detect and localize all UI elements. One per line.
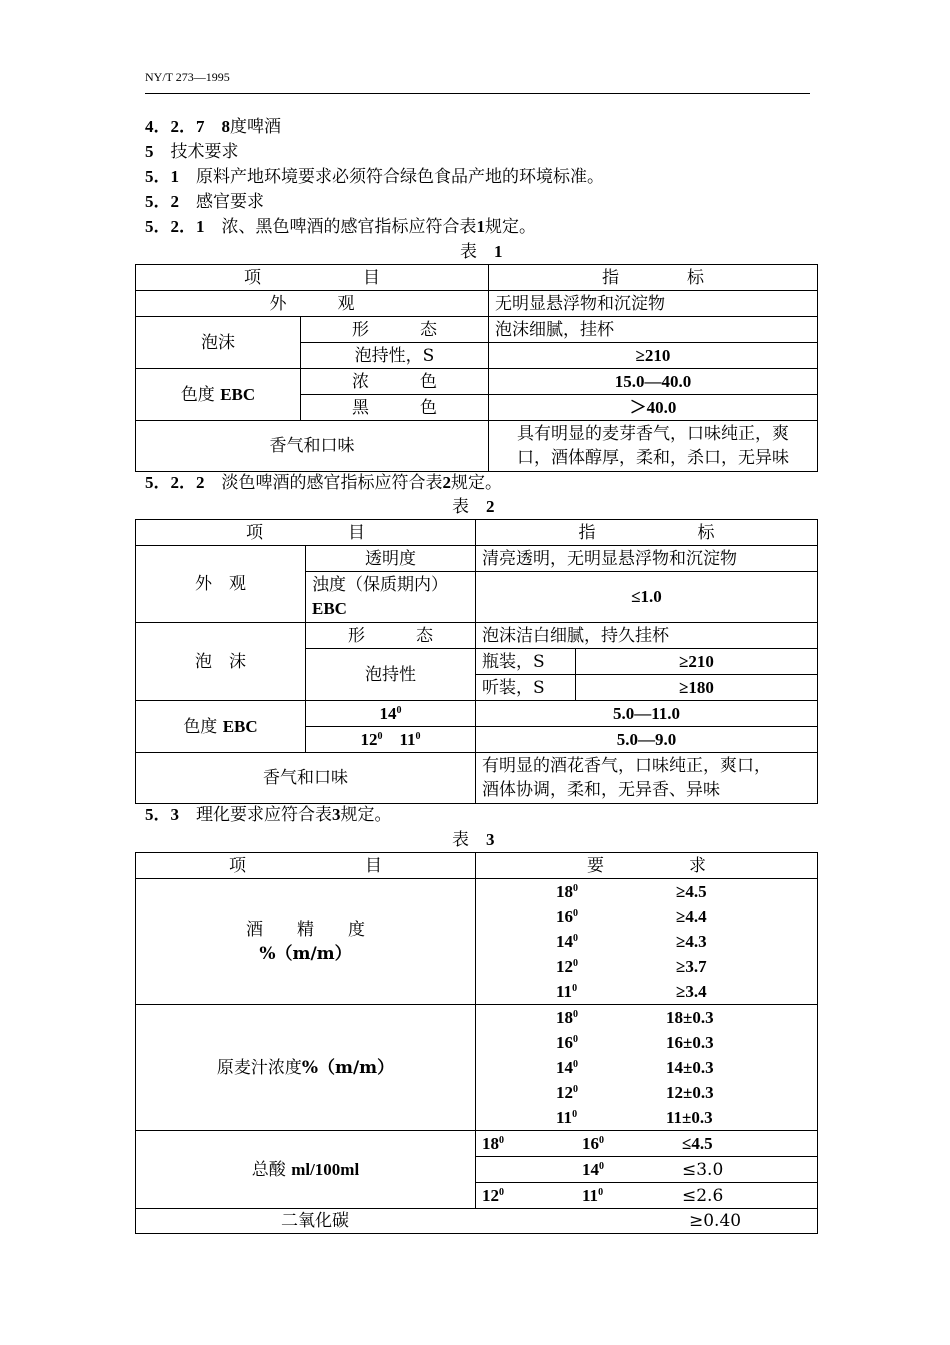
clause-number: 5 — [145, 142, 154, 161]
table2-caption — [452, 496, 495, 518]
clause-table-ref: 2 — [442, 473, 451, 492]
caption-number: 3 — [486, 830, 495, 849]
clause-text-end: 规定。 — [340, 805, 392, 825]
header-item: 项 目 — [136, 265, 489, 291]
clarity-value: 清亮透明，无明显悬浮物和沉淀物 — [476, 546, 818, 572]
clause-number: 5．1 — [145, 167, 179, 186]
clause-4-2-7 — [145, 115, 281, 139]
clause-table-ref: 3 — [332, 805, 341, 824]
table-2 — [135, 519, 818, 804]
document-code: NY/T 273—1995 — [145, 70, 810, 94]
alcohol-row: $14^0 \ge 4.3$ — [556, 932, 707, 951]
color-value-1: 5.0—11.0 — [476, 701, 818, 727]
clause-text-end: 规定。 — [451, 473, 502, 493]
table1-caption — [460, 241, 503, 263]
clause-text: 感官要求 — [196, 192, 264, 212]
clause-5-2-1 — [145, 215, 536, 239]
header-indicator: 指 标 — [476, 520, 818, 546]
foam-label: 泡 沫 — [136, 623, 306, 701]
clause-5-2 — [145, 190, 264, 214]
wort-values — [476, 1005, 818, 1131]
clause-number: 4．2．7 — [145, 117, 205, 136]
foam-label: 泡沫 — [136, 317, 301, 369]
alcohol-row: $11^0 \ge 3.4$ — [556, 982, 707, 1001]
color-degree-14: $14^0$ — [306, 701, 476, 727]
alcohol-row: $12^0 \ge 3.7$ — [556, 957, 707, 976]
clause-number: 5．3 — [145, 805, 179, 824]
dark-value: 15.0—40.0 — [489, 369, 818, 395]
bottle-label: 瓶装，S — [476, 649, 576, 675]
caption-number: 1 — [494, 242, 503, 261]
black-value: ＞40.0 — [489, 395, 818, 421]
bottle-value: ≥210 — [576, 649, 818, 675]
aroma-value: 具有明显的麦芽香气，口味纯正，爽 口，酒体醇厚，柔和，杀口，无异味 — [489, 421, 818, 472]
wort-row: $14^0$ 14±0.3 — [556, 1058, 714, 1077]
retention-label: 泡持性 — [306, 649, 476, 701]
acid-label: 总酸 ml/100ml — [136, 1131, 476, 1209]
appearance-label: 外 观 — [136, 291, 489, 317]
appearance-value: 无明显悬浮物和沉淀物 — [489, 291, 818, 317]
caption-label: 表 — [460, 242, 477, 262]
clause-5-3 — [145, 803, 392, 827]
appearance-label: 外 观 — [136, 546, 306, 623]
alcohol-label: 酒 精 度 %（m/m） — [136, 879, 476, 1005]
header-indicator: 指 标 — [489, 265, 818, 291]
retention-value: ≥210 — [489, 343, 818, 369]
black-label: 黑 色 — [301, 395, 489, 421]
clause-number: 5．2 — [145, 192, 179, 211]
clause-text: 技术要求 — [170, 142, 239, 162]
clause-number: 5．2．2 — [145, 473, 205, 492]
alcohol-values — [476, 879, 818, 1005]
shape-value: 泡沫细腻，挂杯 — [489, 317, 818, 343]
can-label: 听装，S — [476, 675, 576, 701]
color-value-2: 5.0—9.0 — [476, 727, 818, 753]
clause-table-ref: 1 — [476, 217, 485, 236]
co2-row: 二氧化碳 ≥0.40 — [136, 1209, 818, 1234]
clause-5-1 — [145, 165, 604, 189]
shape-value: 泡沫洁白细腻，持久挂杯 — [476, 623, 818, 649]
turbidity-value: ≤1.0 — [476, 572, 818, 623]
header-item: 项 目 — [136, 520, 476, 546]
acid-row-3: $12^0$ $11^0 \le 2.6$ — [476, 1183, 818, 1209]
can-value: ≥180 — [576, 675, 818, 701]
shape-label: 形 态 — [306, 623, 476, 649]
retention-label: 泡持性，S — [301, 343, 489, 369]
aroma-value: 有明显的酒花香气，口味纯正，爽口， 酒体协调，柔和，无异香、异味 — [476, 753, 818, 804]
clause-text: 理化要求应符合表 — [196, 805, 332, 825]
caption-label: 表 — [452, 830, 469, 850]
table-3 — [135, 852, 818, 1234]
wort-row: $12^0$ 12±0.3 — [556, 1083, 714, 1102]
aroma-label: 香气和口味 — [136, 753, 476, 804]
caption-label: 表 — [452, 497, 469, 517]
acid-row-1: $18^0$ $16^0 \le 4.5$ — [476, 1131, 818, 1157]
alcohol-row: $16^0 \ge 4.4$ — [556, 907, 707, 926]
clause-5 — [145, 140, 239, 164]
turbidity-label: 浊度（保质期内） EBC — [306, 572, 476, 623]
clause-text-end: 规定。 — [485, 217, 536, 237]
wort-row: $16^0$ 16±0.3 — [556, 1033, 714, 1052]
table3-caption — [452, 829, 495, 851]
wort-row: $11^0$ 11±0.3 — [556, 1108, 713, 1127]
clarity-label: 透明度 — [306, 546, 476, 572]
color-label: 色度 EBC — [136, 701, 306, 753]
clause-text: 原料产地环境要求必须符合绿色食品产地的环境标准。 — [196, 167, 604, 187]
clause-5-2-2 — [145, 471, 502, 495]
wort-row: $18^0$ 18±0.3 — [556, 1008, 714, 1027]
clause-text: 淡色啤酒的感官指标应符合表 — [221, 473, 443, 493]
dark-label: 浓 色 — [301, 369, 489, 395]
clause-text: 度啤酒 — [230, 117, 281, 137]
clause-number: 5．2．1 — [145, 217, 205, 236]
header-item: 项 目 — [136, 853, 476, 879]
clause-text: 浓、黑色啤酒的感官指标应符合表 — [221, 217, 477, 237]
caption-number: 2 — [486, 497, 495, 516]
alcohol-row: $18^0 \ge 4.5$ — [556, 882, 707, 901]
aroma-label: 香气和口味 — [136, 421, 489, 472]
shape-label: 形 态 — [301, 317, 489, 343]
clause-degree: 8 — [221, 117, 230, 136]
wort-label: 原麦汁浓度%（m/m） — [136, 1005, 476, 1131]
header-requirement: 要 求 — [476, 853, 818, 879]
color-label: 色度 EBC — [136, 369, 301, 421]
table-1 — [135, 264, 818, 472]
color-degree-12-11: $12^0$ $11^0$ — [306, 727, 476, 753]
acid-row-2: $14^0 \le 3.0$ — [476, 1157, 818, 1183]
